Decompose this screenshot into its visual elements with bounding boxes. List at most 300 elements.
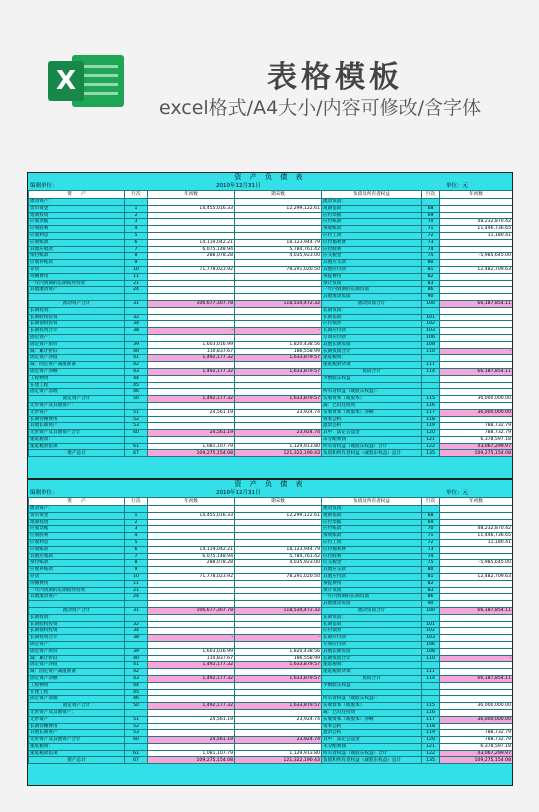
liability-item-label: 盈余公积 [322, 730, 422, 737]
liability-item-label: 预提费用 [322, 273, 422, 280]
asset-line-no: 21 [125, 280, 148, 287]
liability-line-no: 70 [422, 526, 440, 533]
liability-begin-value [440, 280, 513, 287]
table-row [29, 743, 513, 750]
liability-item-label: 负债合计 [322, 675, 422, 682]
asset-begin-value: 24,561.19 [148, 716, 235, 723]
asset-end-value [235, 314, 322, 321]
table-row [29, 266, 513, 273]
asset-begin-value [148, 730, 235, 737]
asset-item-label: 其他应收款 [29, 246, 125, 253]
liability-item-label: 流动负债： [322, 199, 422, 206]
liability-item-label: 应交税金 [322, 253, 422, 260]
asset-end-value [235, 273, 322, 280]
asset-line-no: 42 [125, 362, 148, 369]
table-row [29, 212, 513, 219]
asset-end-value: 118,534,472.32 [235, 300, 322, 307]
asset-item-label: 待摊费用 [29, 580, 125, 587]
liability-line-no: 73 [422, 239, 440, 246]
asset-item-label: 长期股权投资 [29, 621, 125, 628]
asset-line-no: 1 [125, 512, 148, 519]
liability-item-label: 预收账款 [322, 533, 422, 540]
asset-end-value: 5,784,761.42 [235, 246, 322, 253]
table-row [29, 205, 513, 212]
asset-end-value [235, 506, 322, 513]
asset-end-value [235, 689, 322, 696]
liability-item-label: 其他流动负债 [322, 601, 422, 608]
sheet-title: 资 产 负 债 表 [234, 480, 306, 488]
column-header: 年初数 [148, 498, 235, 506]
liability-line-no [422, 375, 440, 382]
table-row [29, 436, 513, 443]
liability-item-label: 应付债券 [322, 628, 422, 635]
asset-end-value [235, 212, 322, 219]
liability-begin-value [440, 512, 513, 519]
asset-begin-value [148, 567, 235, 574]
liability-item-label: 应付股利 [322, 246, 422, 253]
unit-label: 单位：元 [446, 490, 469, 496]
liability-line-no: 100 [422, 300, 440, 307]
liability-begin-value [440, 519, 513, 526]
column-header: 行次 [422, 191, 440, 199]
liability-line-no: 68 [422, 512, 440, 519]
sheet-meta [28, 182, 512, 190]
liability-begin-value [440, 355, 513, 362]
liability-item-label: 递延税项： [322, 355, 422, 362]
liability-begin-value: 788,732.79 [440, 737, 513, 744]
asset-line-no: 46 [125, 389, 148, 396]
liability-item-label: 短期借款 [322, 205, 422, 212]
asset-begin-value [148, 628, 235, 635]
table-row [29, 219, 513, 226]
liability-item-label: 长期借款 [322, 314, 422, 321]
asset-line-no: 3 [125, 526, 148, 533]
asset-begin-value: 71,778,023.92 [148, 266, 235, 273]
asset-line-no: 50 [125, 396, 148, 403]
asset-item-label: 无形资产及其他资产合计 [29, 737, 125, 744]
asset-begin-value: 106,677,307.78 [148, 607, 235, 614]
table-row [29, 607, 513, 614]
liability-item-label: 应付票据 [322, 212, 422, 219]
liability-item-label: 预收账款 [322, 226, 422, 233]
liability-begin-value: 788,732.79 [440, 730, 513, 737]
asset-item-label: 递延税项： [29, 743, 125, 750]
liability-begin-value [440, 246, 513, 253]
asset-begin-value [148, 382, 235, 389]
liability-line-no: 90 [422, 294, 440, 301]
asset-line-no: 8 [125, 253, 148, 260]
table-row [29, 757, 513, 764]
asset-item-label: 工程物资 [29, 375, 125, 382]
asset-end-value [235, 641, 322, 648]
asset-item-label [29, 601, 125, 608]
table-row [29, 253, 513, 260]
asset-begin-value [148, 294, 235, 301]
liability-item-label: 应付福利费 [322, 546, 422, 553]
asset-line-no [125, 641, 148, 648]
asset-begin-value: 6,075,148.94 [148, 246, 235, 253]
liability-begin-value [440, 641, 513, 648]
asset-line-no: 38 [125, 635, 148, 642]
liability-begin-value [440, 546, 513, 553]
asset-line-no: 67 [125, 757, 148, 764]
sheet-title: 资 产 负 债 表 [234, 173, 306, 181]
asset-item-label: 应收利息 [29, 232, 125, 239]
asset-begin-value [148, 375, 235, 382]
asset-begin-value [148, 682, 235, 689]
liability-begin-value: 66,187,854.11 [440, 368, 513, 375]
table-row [29, 662, 513, 669]
liability-begin-value: 109,275,154.08 [440, 757, 513, 764]
liability-line-no: 68 [422, 205, 440, 212]
asset-line-no: 5 [125, 232, 148, 239]
table-row [29, 307, 513, 314]
asset-line-no [125, 614, 148, 621]
asset-line-no: 43 [125, 368, 148, 375]
table-row [29, 560, 513, 567]
liability-item-label: 负债和所有者权益（或股东权益）总计 [322, 450, 422, 457]
asset-item-label: 固定资产清理 [29, 696, 125, 703]
table-row [29, 443, 513, 450]
asset-item-label: 固定资产清理 [29, 389, 125, 396]
asset-item-label: 应收票据 [29, 526, 125, 533]
asset-line-no: 52 [125, 416, 148, 423]
asset-item-label: 长期投资合计 [29, 635, 125, 642]
asset-begin-value [148, 641, 235, 648]
liability-begin-value [440, 328, 513, 335]
asset-item-label: 长期投资： [29, 614, 125, 621]
liability-begin-value: 36,000,000.00 [440, 716, 513, 723]
liability-line-no: 117 [422, 716, 440, 723]
asset-end-value [235, 723, 322, 730]
asset-item-label: 一年内到期的长期债券投资 [29, 280, 125, 287]
asset-end-value [235, 533, 322, 540]
asset-begin-value [148, 287, 235, 294]
asset-line-no: 34 [125, 321, 148, 328]
table-row [29, 709, 513, 716]
asset-end-value: 1,633,879.57 [235, 703, 322, 710]
table-row [29, 362, 513, 369]
asset-line-no [125, 199, 148, 206]
asset-line-no: 2 [125, 519, 148, 526]
liability-begin-value [440, 341, 513, 348]
company-label: 编制单位： [30, 490, 58, 496]
asset-begin-value [148, 696, 235, 703]
asset-line-no: 34 [125, 628, 148, 635]
asset-end-value: 121,322,190.43 [235, 450, 322, 457]
asset-end-value: 18,123,944.79 [235, 546, 322, 553]
liability-begin-value [440, 587, 513, 594]
asset-line-no: 1 [125, 205, 148, 212]
asset-begin-value: 1,492,177.32 [148, 662, 235, 669]
liability-begin-value [440, 621, 513, 628]
liability-line-no: 80 [422, 260, 440, 267]
asset-end-value: 4,035,923.00 [235, 253, 322, 260]
asset-end-value [235, 709, 322, 716]
asset-line-no: 8 [125, 560, 148, 567]
table-row [29, 737, 513, 744]
asset-item-label: 预付账款 [29, 560, 125, 567]
liability-item-label: 长期借款 [322, 621, 422, 628]
asset-line-no: 45 [125, 689, 148, 696]
asset-end-value [235, 375, 322, 382]
liability-begin-value [440, 601, 513, 608]
asset-line-no [125, 334, 148, 341]
liability-line-no [422, 199, 440, 206]
asset-begin-value [148, 219, 235, 226]
table-row [29, 239, 513, 246]
liability-begin-value [440, 567, 513, 574]
asset-item-label: 无形资产及其他资产： [29, 402, 125, 409]
asset-line-no: 21 [125, 587, 148, 594]
table-row [29, 723, 513, 730]
table-row [29, 682, 513, 689]
table-row [29, 328, 513, 335]
asset-end-value [235, 743, 322, 750]
table-row [29, 587, 513, 594]
asset-item-label: 固定资产原价 [29, 341, 125, 348]
column-header: 期末数 [235, 191, 322, 199]
asset-item-label: 无形资产及其他资产： [29, 709, 125, 716]
liability-item-label: 所有者权益（或股东权益）合计 [322, 750, 422, 757]
liability-begin-value [440, 696, 513, 703]
liability-item-label: 其他应交款 [322, 567, 422, 574]
liability-line-no: 100 [422, 607, 440, 614]
asset-begin-value: - [148, 328, 235, 335]
liability-line-no: 69 [422, 519, 440, 526]
liability-begin-value: 12,482,709.63 [440, 266, 513, 273]
asset-end-value: 118,534,472.32 [235, 607, 322, 614]
asset-line-no: 2 [125, 212, 148, 219]
asset-item-label: 无形资产及其他资产合计 [29, 430, 125, 437]
liability-item-label: 流动负债： [322, 506, 422, 513]
asset-line-no: 4 [125, 533, 148, 540]
asset-end-value [235, 436, 322, 443]
asset-line-no: 6 [125, 546, 148, 553]
liability-line-no: 110 [422, 655, 440, 662]
liability-item-label: 其他应交款 [322, 260, 422, 267]
asset-item-label: 流动资产合计 [29, 607, 125, 614]
asset-end-value [235, 307, 322, 314]
liability-begin-value [440, 614, 513, 621]
asset-line-no: 39 [125, 648, 148, 655]
liability-line-no: 72 [422, 232, 440, 239]
liability-item-label: 长期负债： [322, 307, 422, 314]
liability-line-no [422, 355, 440, 362]
liability-line-no: 120 [422, 737, 440, 744]
liability-item-label: 其他长期负债 [322, 341, 422, 348]
liability-item-label: 其他长期负债 [322, 648, 422, 655]
asset-item-label: 流动资产： [29, 506, 125, 513]
table-row [29, 226, 513, 233]
asset-line-no: 32 [125, 314, 148, 321]
asset-begin-value [148, 260, 235, 267]
asset-item-label: 减：累计折旧 [29, 348, 125, 355]
liability-line-no: 135 [422, 450, 440, 457]
liability-item-label: 资本公积 [322, 416, 422, 423]
asset-line-no: 51 [125, 409, 148, 416]
table-row [29, 314, 513, 321]
asset-item-label: 应收股利 [29, 226, 125, 233]
asset-item-label: 其他应收款 [29, 553, 125, 560]
liability-item-label: 流动负债合计 [322, 300, 422, 307]
table-row [29, 348, 513, 355]
asset-line-no: 67 [125, 450, 148, 457]
liability-item-label: 流动负债合计 [322, 607, 422, 614]
liability-item-label: 应交税金 [322, 560, 422, 567]
asset-begin-value: 110,837.67 [148, 655, 235, 662]
liability-begin-value: 66,187,854.11 [440, 300, 513, 307]
liability-begin-value: 11,180.41 [440, 539, 513, 546]
asset-end-value [235, 730, 322, 737]
liability-begin-value: 11,446,736.65 [440, 226, 513, 233]
liability-line-no: 106 [422, 641, 440, 648]
asset-end-value [235, 696, 322, 703]
liability-begin-value [440, 723, 513, 730]
liability-item-label: 少数股东权益 [322, 682, 422, 689]
asset-line-no [125, 709, 148, 716]
unit-label: 单位：元 [446, 183, 469, 189]
asset-end-value: 23,924.74 [235, 409, 322, 416]
liability-item-label: 一年内到期的长期负债 [322, 287, 422, 294]
asset-begin-value: 14,119,042.21 [148, 239, 235, 246]
liability-item-label: 预提费用 [322, 580, 422, 587]
asset-begin-value [148, 362, 235, 369]
liability-item-label: 负债和所有者权益（或股东权益）总计 [322, 757, 422, 764]
table-row [29, 614, 513, 621]
asset-end-value [235, 601, 322, 608]
liability-item-label: 资本公积 [322, 723, 422, 730]
asset-begin-value [148, 519, 235, 526]
table-row [29, 321, 513, 328]
asset-item-label: 应收股利 [29, 533, 125, 540]
asset-item-label: 存货 [29, 266, 125, 273]
table-row [29, 280, 513, 287]
asset-end-value: 1,633,879.57 [235, 396, 322, 403]
asset-end-value [235, 199, 322, 206]
asset-begin-value: 1,492,177.32 [148, 355, 235, 362]
liability-begin-value: 36,000,000.00 [440, 396, 513, 403]
asset-end-value [235, 682, 322, 689]
liability-item-label: 其中：法定公益金 [322, 430, 422, 437]
table-row [29, 546, 513, 553]
liability-begin-value [440, 205, 513, 212]
liability-item-label: 应付票据 [322, 519, 422, 526]
asset-end-value [235, 539, 322, 546]
table-row [29, 389, 513, 396]
liability-line-no: 90 [422, 601, 440, 608]
asset-begin-value [148, 307, 235, 314]
asset-begin-value: 1,492,177.32 [148, 368, 235, 375]
liability-begin-value: 11,180.41 [440, 232, 513, 239]
liability-item-label: 其他应付款 [322, 266, 422, 273]
asset-item-label: 减：累计折旧 [29, 655, 125, 662]
liability-line-no: 80 [422, 567, 440, 574]
liability-begin-value: 109,275,154.08 [440, 450, 513, 457]
asset-begin-value: 1,492,177.32 [148, 675, 235, 682]
asset-end-value [235, 382, 322, 389]
column-header: 年初数 [148, 191, 235, 199]
liability-line-no: 108 [422, 341, 440, 348]
table-row [29, 506, 513, 513]
liability-begin-value [440, 375, 513, 382]
asset-line-no: 7 [125, 553, 148, 560]
liability-line-no: 116 [422, 709, 440, 716]
asset-begin-value [148, 212, 235, 219]
table-row [29, 573, 513, 580]
liability-line-no: 73 [422, 546, 440, 553]
asset-begin-value: 1,081,107.79 [148, 443, 235, 450]
table-row [29, 648, 513, 655]
asset-end-value: 121,322,190.43 [235, 757, 322, 764]
asset-item-label: 递延税款借项 [29, 750, 125, 757]
asset-line-no: 5 [125, 539, 148, 546]
liability-line-no: 118 [422, 723, 440, 730]
liability-item-label: 递延税款贷项 [322, 669, 422, 676]
asset-begin-value [148, 416, 235, 423]
asset-item-label: 固定资产原价 [29, 648, 125, 655]
asset-item-label: 流动资产： [29, 199, 125, 206]
liability-line-no: 102 [422, 628, 440, 635]
liability-line-no: 74 [422, 553, 440, 560]
liability-item-label [322, 382, 422, 389]
asset-item-label: 其他流动资产 [29, 594, 125, 601]
liability-line-no: 83 [422, 587, 440, 594]
asset-begin-value [148, 436, 235, 443]
liability-line-no [422, 696, 440, 703]
sheet-meta [28, 489, 512, 497]
asset-begin-value [148, 614, 235, 621]
asset-item-label: 应收账款 [29, 546, 125, 553]
asset-item-label: 应收补贴款 [29, 260, 125, 267]
liability-item-label: 所有者权益（或股东权益）： [322, 389, 422, 396]
table-row [29, 655, 513, 662]
asset-item-label: 短期投资 [29, 519, 125, 526]
liability-begin-value: - [440, 655, 513, 662]
liability-line-no: 71 [422, 226, 440, 233]
liability-item-label: 应付工资 [322, 232, 422, 239]
banner-subtitle: excel格式/A4大小/内容可修改/含字体 [159, 97, 481, 119]
asset-line-no: 31 [125, 607, 148, 614]
table-row [29, 703, 513, 710]
liability-item-label: 长期应付款 [322, 635, 422, 642]
table-row [29, 355, 513, 362]
asset-line-no: 40 [125, 655, 148, 662]
table-row [29, 450, 513, 457]
liability-line-no: 115 [422, 396, 440, 403]
asset-item-label: 固定资产净额 [29, 675, 125, 682]
liability-line-no: 111 [422, 362, 440, 369]
table-row [29, 294, 513, 301]
asset-end-value: 1,820,438.56 [235, 648, 322, 655]
asset-line-no: 41 [125, 355, 148, 362]
table-row [29, 553, 513, 560]
liability-item-label: 减：已归还投资 [322, 709, 422, 716]
excel-x-badge: X [48, 61, 84, 101]
liability-item-label [322, 689, 422, 696]
asset-begin-value: 1,492,177.32 [148, 396, 235, 403]
liability-item-label: 专项应付款 [322, 641, 422, 648]
asset-line-no: 46 [125, 696, 148, 703]
liability-begin-value: 48,232,870.42 [440, 526, 513, 533]
liability-line-no: 74 [422, 246, 440, 253]
liability-begin-value [440, 506, 513, 513]
liability-line-no [422, 662, 440, 669]
asset-item-label: 长期待摊费用 [29, 723, 125, 730]
asset-line-no: 9 [125, 260, 148, 267]
table-row [29, 423, 513, 430]
liability-begin-value [440, 334, 513, 341]
